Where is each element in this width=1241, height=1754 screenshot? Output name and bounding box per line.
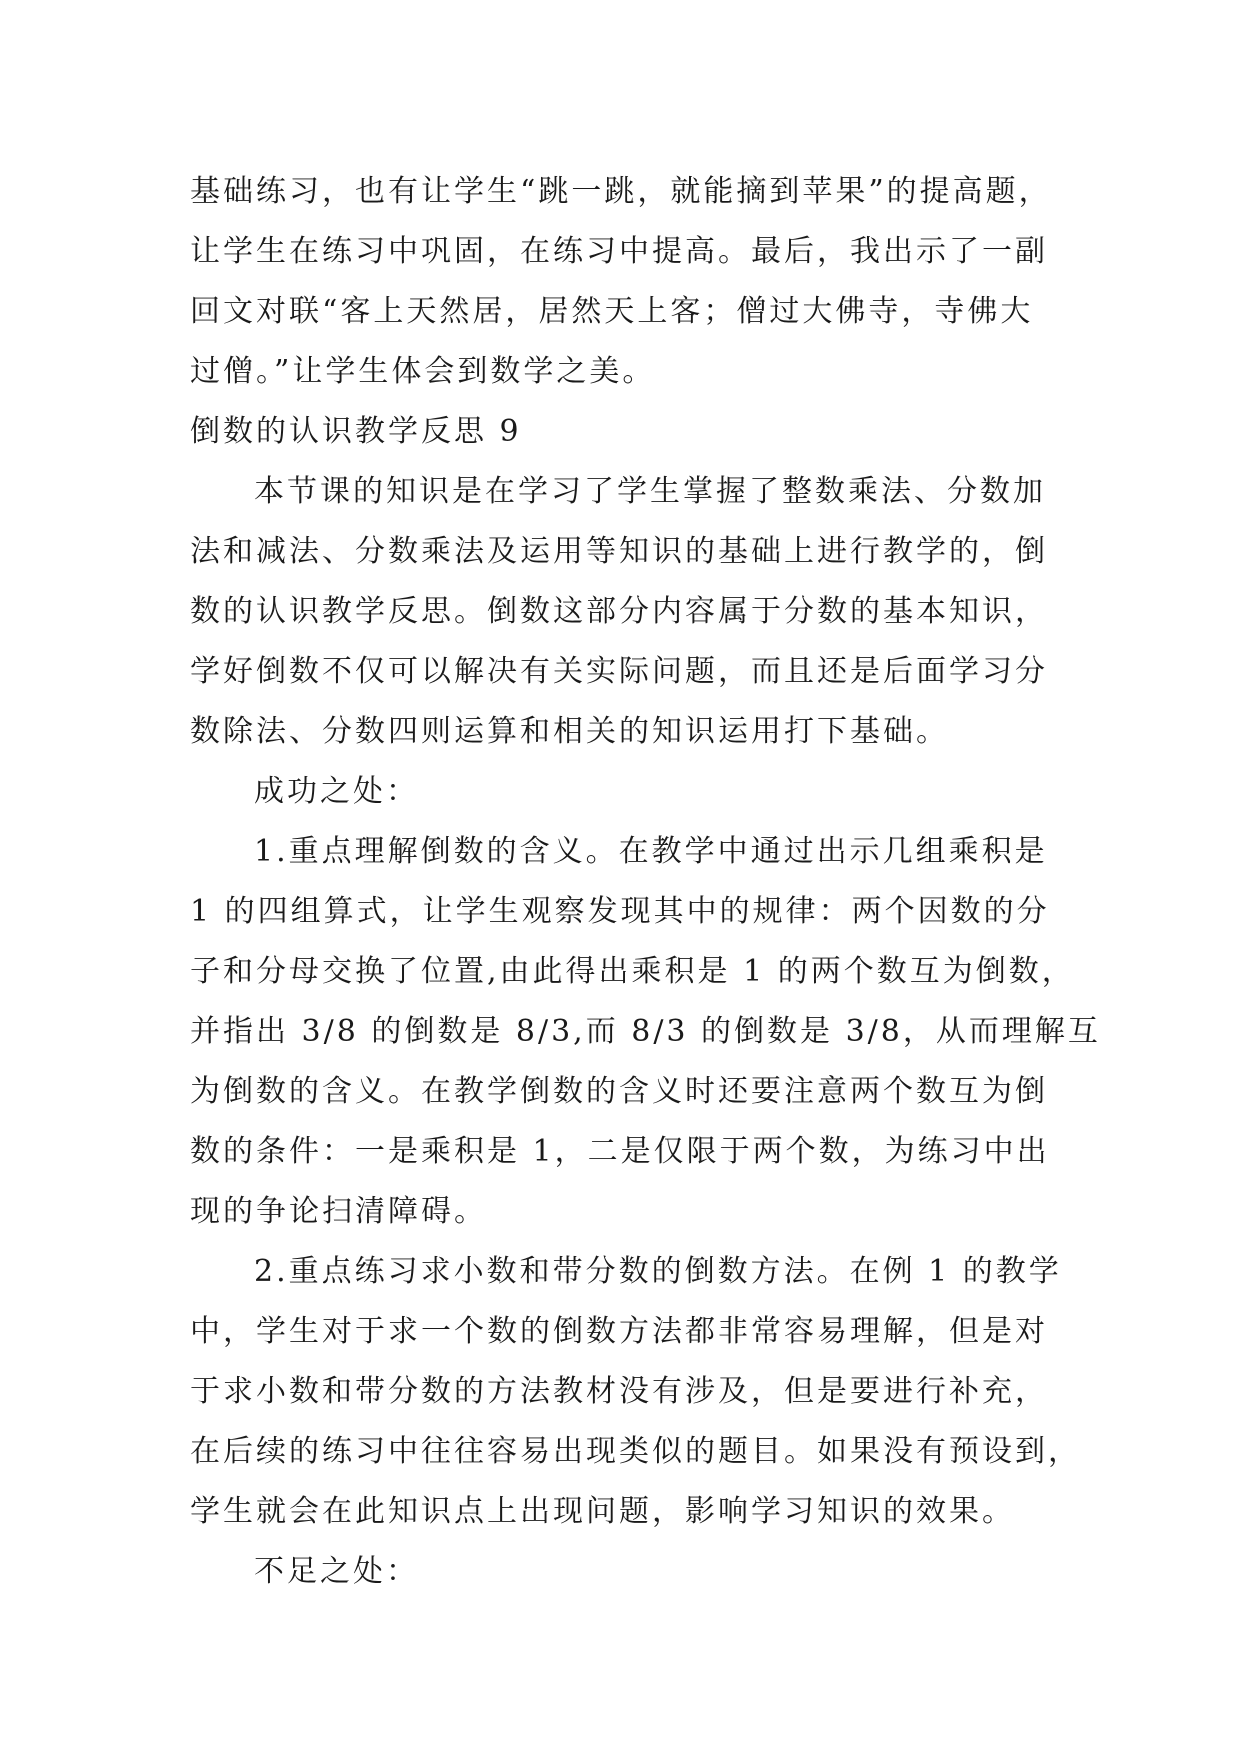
text-line: 1 的四组算式，让学生观察发现其中的规律：两个因数的分: [190, 894, 1050, 929]
text-line: 数除法、分数四则运算和相关的知识运用打下基础。: [190, 714, 949, 749]
text-line: 学生就会在此知识点上出现问题，影响学习知识的效果。: [190, 1494, 1015, 1529]
text-line: 并指出 3/8 的倒数是 8/3,而 8/3 的倒数是 3/8，从而理解互: [190, 1014, 1101, 1049]
text-line: 2.重点练习求小数和带分数的倒数方法。在例 1 的教学: [254, 1254, 1062, 1289]
text-line: 让学生在练习中巩固，在练习中提高。最后，我出示了一副: [190, 234, 1048, 269]
text-line: 1.重点理解倒数的含义。在教学中通过出示几组乘积是: [254, 834, 1048, 869]
text-line: 在后续的练习中往往容易出现类似的题目。如果没有预设到，: [190, 1434, 1081, 1469]
text-line: 过僧。”让学生体会到数学之美。: [190, 354, 656, 389]
text-line: 基础练习，也有让学生“跳一跳，就能摘到苹果”的提高题，: [190, 174, 1052, 209]
text-line: 数的认识教学反思。倒数这部分内容属于分数的基本知识，: [190, 594, 1048, 629]
text-line: 本节课的知识是在学习了学生掌握了整数乘法、分数加: [254, 474, 1046, 509]
text-line: 中，学生对于求一个数的倒数方法都非常容易理解，但是对: [190, 1314, 1048, 1349]
text-line: 于求小数和带分数的方法教材没有涉及，但是要进行补充，: [190, 1374, 1048, 1409]
subheading-shortcomings: 不足之处：: [254, 1554, 419, 1589]
text-line: 为倒数的含义。在教学倒数的含义时还要注意两个数互为倒: [190, 1074, 1048, 1109]
document-body: [190, 162, 1101, 1602]
text-line: 回文对联“客上天然居，居然天上客；僧过大佛寺，寺佛大: [190, 294, 1034, 329]
text-line: 子和分母交换了位置,由此得出乘积是 1 的两个数互为倒数，: [190, 954, 1075, 989]
section-heading: 倒数的认识教学反思 9: [190, 414, 522, 449]
subheading-success: 成功之处：: [254, 774, 419, 809]
text-line: 现的争论扫清障碍。: [190, 1194, 487, 1229]
text-line: 学好倒数不仅可以解决有关实际问题，而且还是后面学习分: [190, 654, 1048, 689]
text-line: 数的条件：一是乘积是 1，二是仅限于两个数，为练习中出: [190, 1134, 1050, 1169]
text-line: 法和减法、分数乘法及运用等知识的基础上进行教学的，倒: [190, 534, 1048, 569]
